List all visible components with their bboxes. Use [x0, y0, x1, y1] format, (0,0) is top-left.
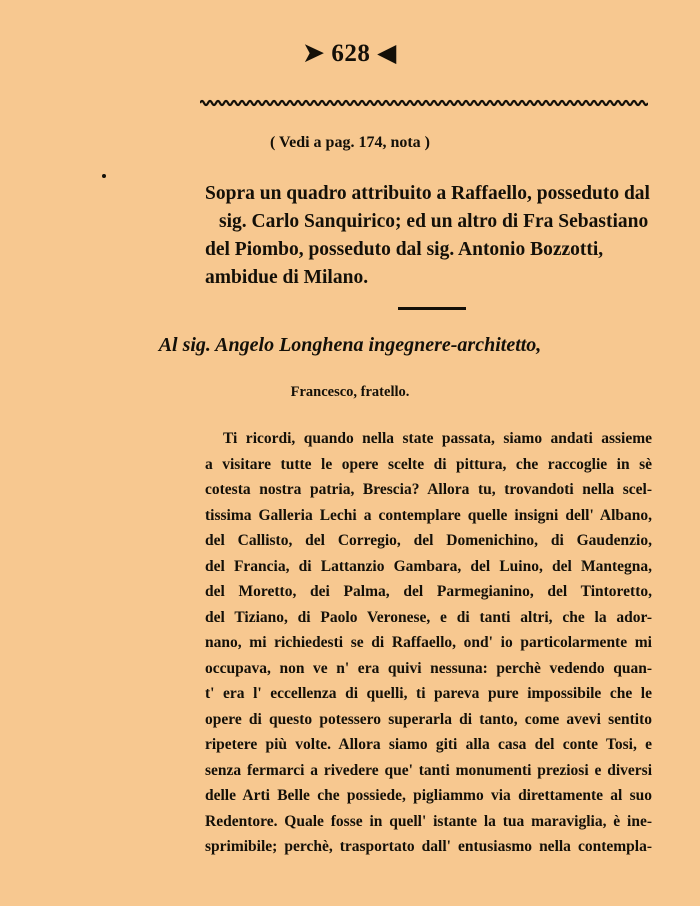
body-line: del Moretto, dei Palma, del Parmegianino, del Tintoretto,: [205, 583, 652, 600]
heading-line: ambidue di Milano.: [205, 267, 369, 288]
body-line: senza fermarci a rivedere que' tanti monumenti preziosi e diversi: [205, 761, 652, 779]
reference-note: ( Vedi a pag. 174, nota ): [269, 134, 431, 151]
body-line: opere di questo potessero superarla di tanto, come avevi sentito: [205, 710, 652, 728]
body-line: t' era l' eccellenza di quelli, ti pareva pure impossibile che le: [205, 685, 652, 702]
heading-line: sig. Carlo Sanquirico; ed un altro di Fra Sebastiano: [219, 211, 649, 232]
body-line: sprimibile; perchè, trasportato dall' entusiasmo nella contempla-: [205, 838, 652, 855]
body-line: tissima Galleria Lechi a contemplare quelle insigni dell' Albano,: [205, 506, 652, 524]
body-line: del Tiziano, di Paolo Veronese, e di tanti altri, che la ador-: [205, 608, 652, 626]
letter-body: [205, 426, 652, 860]
section-divider: [398, 307, 466, 310]
letter-address: Al sig. Angelo Longhena ingegnere-architetto,: [158, 334, 542, 356]
body-line: nano, mi richiedesti se di Raffaello, ond' io particolarmente mi: [205, 634, 652, 651]
section-heading: [205, 180, 657, 292]
wavy-divider: [200, 96, 648, 110]
heading-line: del Piombo, posseduto dal sig. Antonio Bozzotti,: [205, 239, 604, 260]
ink-speck: [102, 174, 106, 178]
page-number: ➤ 628 ◀: [303, 40, 397, 67]
body-line: ripetere più volte. Allora siamo giti alla casa del conte Tosi, e: [205, 736, 652, 753]
body-line: Ti ricordi, quando nella state passata, siamo andati assieme: [223, 430, 652, 447]
body-line: occupava, non ve n' era quivi nessuna: perchè vedendo quan-: [205, 659, 652, 677]
letter-signature: Francesco, fratello.: [290, 384, 410, 400]
body-line: delle Arti Belle che possiede, pigliammo via direttamente al suo: [205, 787, 652, 804]
body-line: a visitare tutte le opere scelte di pittura, che raccoglie in sè: [205, 455, 652, 473]
body-line: del Francia, di Lattanzio Gambara, del Luino, del Mantegna,: [205, 557, 652, 575]
body-line: del Callisto, del Corregio, del Domenichino, di Gaudenzio,: [205, 532, 652, 549]
body-line: cotesta nostra patria, Brescia? Allora tu, trovandoti nella scel-: [205, 481, 652, 498]
body-line: Redentore. Quale fosse in quell' istante la tua maraviglia, è ine-: [205, 812, 652, 830]
heading-line: Sopra un quadro attribuito a Raffaello, posseduto dal: [205, 183, 650, 204]
